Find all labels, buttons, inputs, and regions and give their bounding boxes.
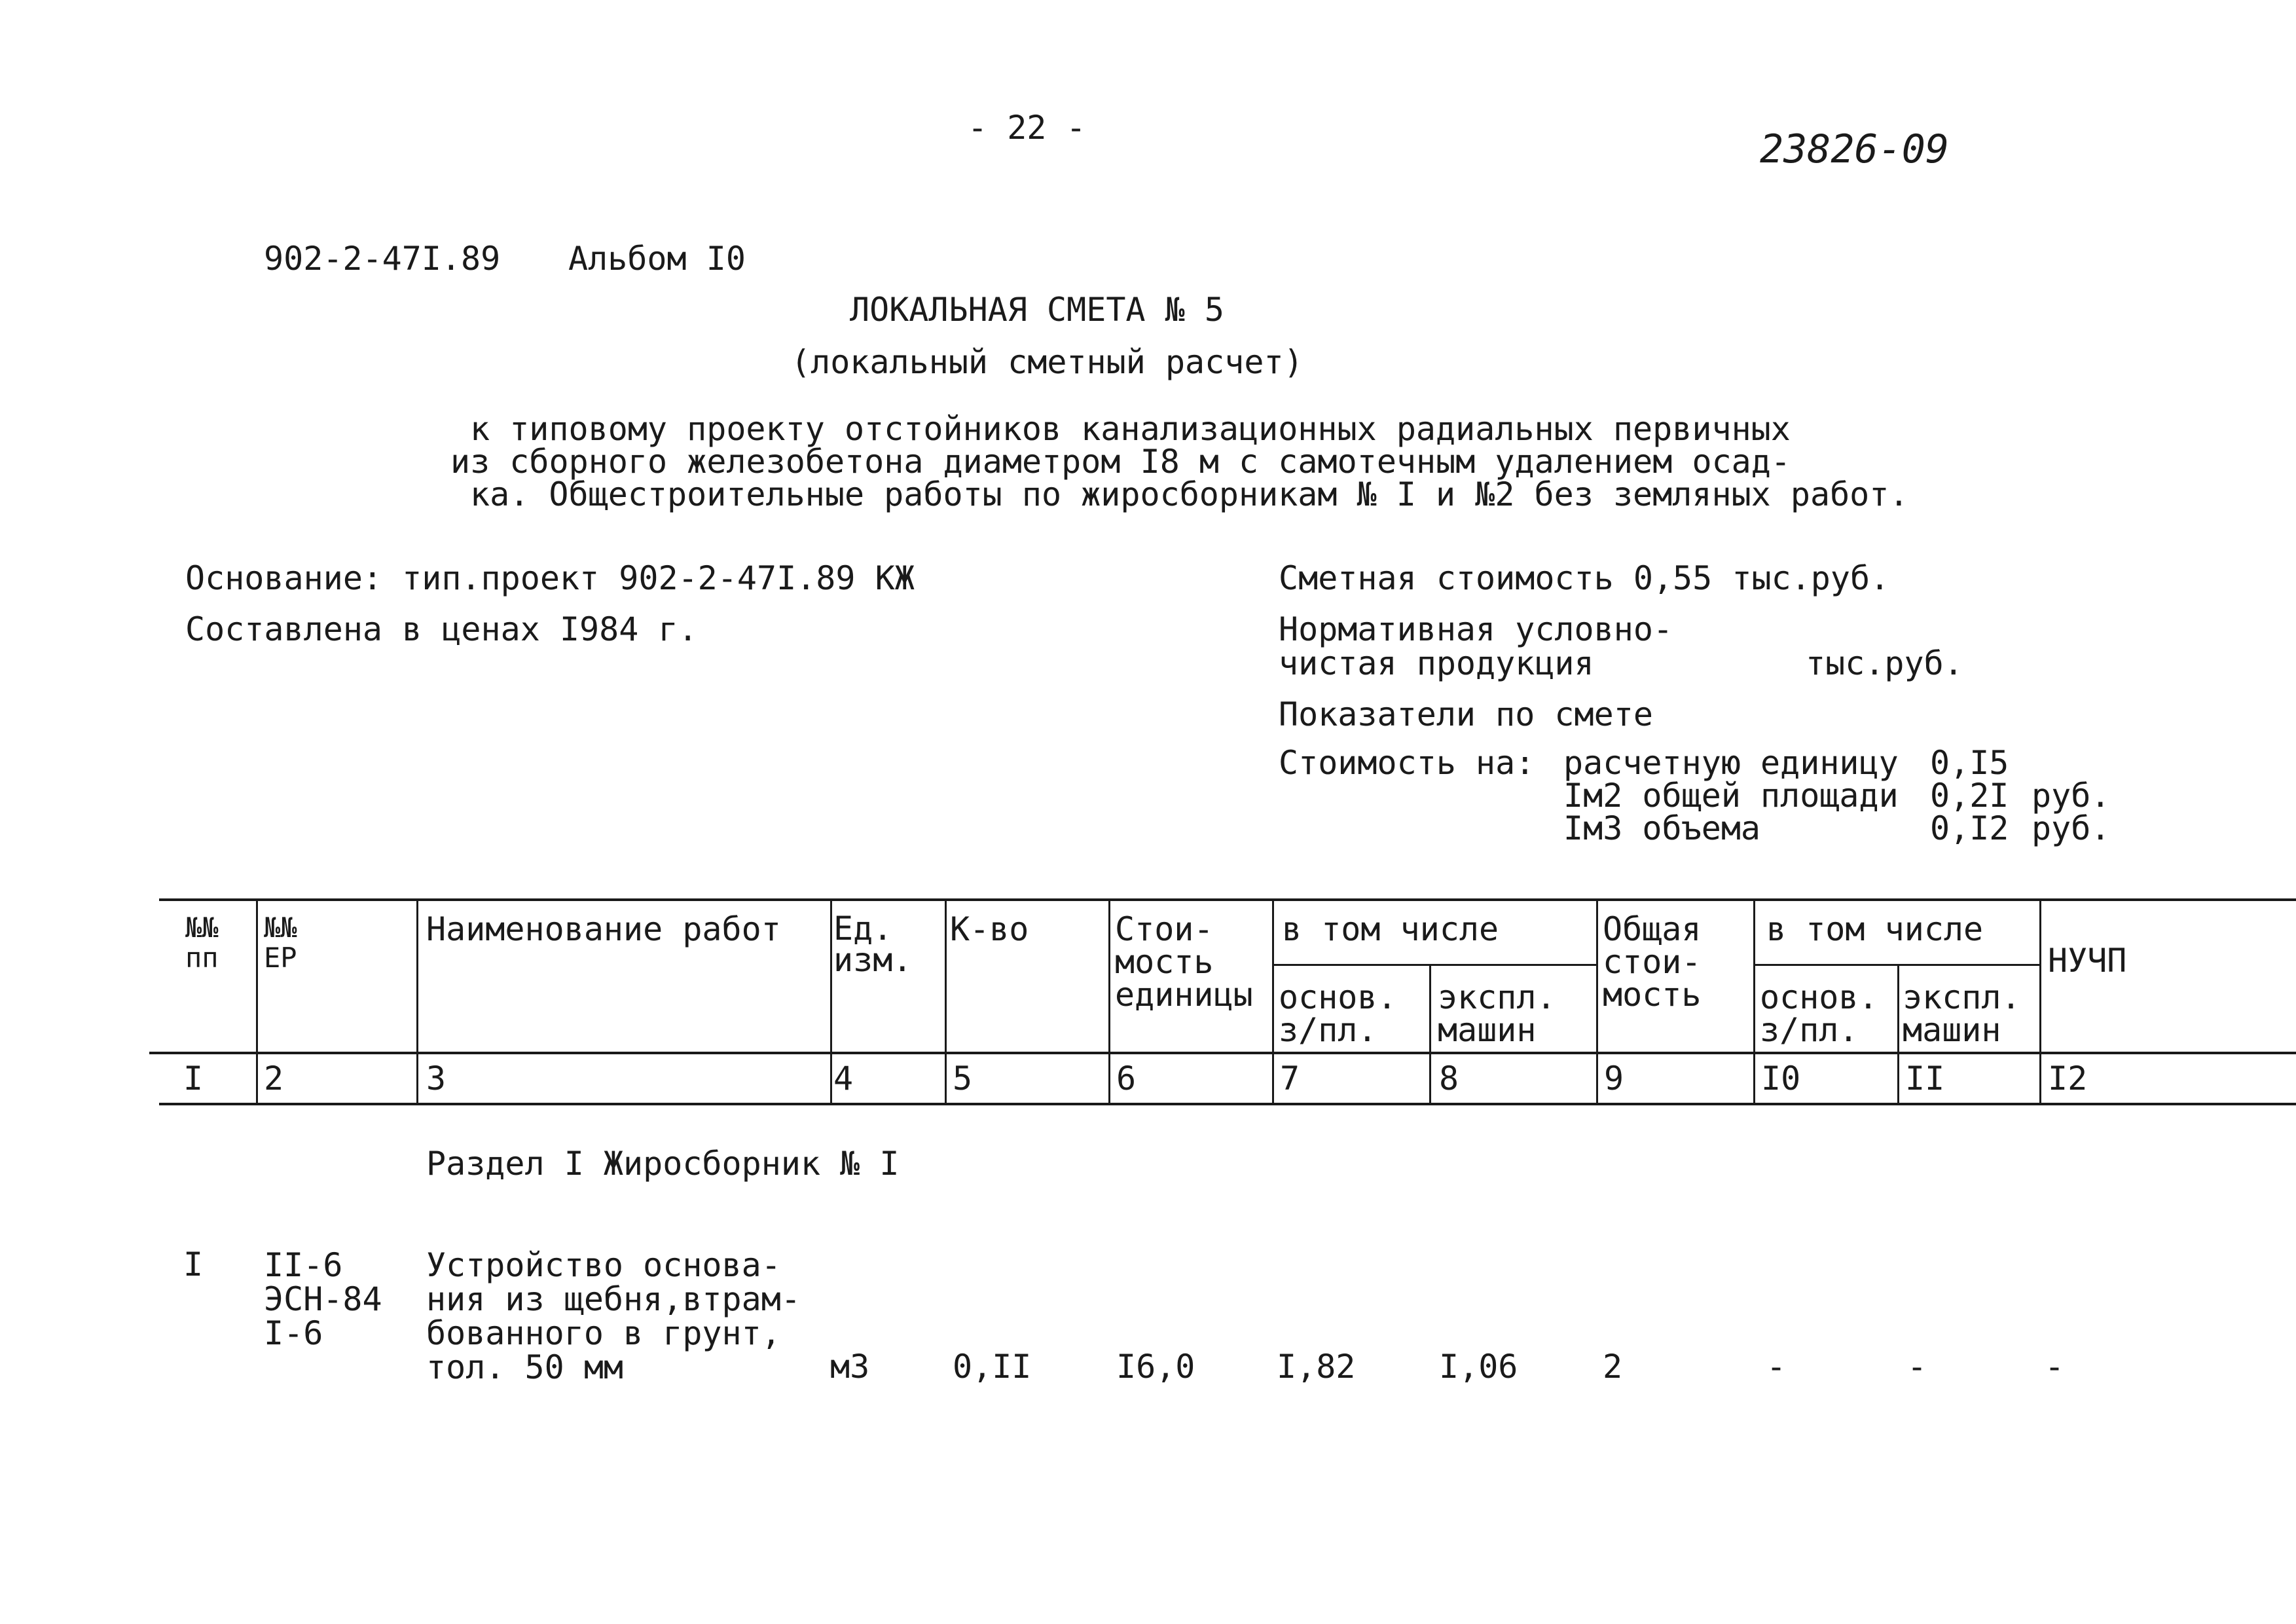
header-unit-machines: экспл. машин: [1438, 978, 1556, 1049]
estimated-cost: Сметная стоимость 0,55 тыс.руб.: [1279, 559, 1890, 597]
row-unit-cost: I6,0: [1116, 1348, 1195, 1386]
subheader-line-left: [1272, 964, 1597, 966]
col-divider: [1753, 898, 1755, 1103]
table-top-border: [159, 898, 2296, 901]
header-quantity: К-во: [950, 910, 1029, 948]
col-divider: [1596, 898, 1598, 1103]
estimate-title: ЛОКАЛЬНАЯ СМЕТА № 5: [850, 291, 1224, 329]
row-unit-wage: I,82: [1277, 1348, 1356, 1386]
description-line: к типовому проекту отстойников канализационных радиальных первичных: [470, 410, 1791, 448]
row-quantity: 0,II: [953, 1348, 1032, 1386]
header-total-wage: основ. з/пл.: [1760, 978, 1878, 1049]
column-number: 3: [426, 1060, 446, 1098]
header-nuchp: НУЧП: [2048, 942, 2127, 980]
normative-label-line1: Нормативная условно-: [1279, 610, 1673, 648]
row-work-name: Устройство основа- ния из щебня,втрам- бованного в грунт, тол. 50 мм: [426, 1246, 801, 1386]
row-unit: м3: [830, 1348, 870, 1386]
description-line: из сборного железобетона диаметром I8 м с самотечным удалением осад-: [450, 443, 1791, 481]
header-unit-cost: Стои- мость единицы: [1115, 910, 1253, 1014]
basis-line: Основание: тип.проект 902-2-47I.89 КЖ: [185, 559, 915, 597]
header-row-number: №№ пп: [185, 912, 219, 974]
col-divider: [945, 898, 947, 1103]
column-number: 9: [1604, 1060, 1624, 1098]
header-unit: Ед. изм.: [833, 910, 913, 979]
header-total-machines: экспл. машин: [1903, 978, 2021, 1049]
per-m3-value: 0,I2: [1930, 809, 2009, 847]
project-code: 902-2-47I.89: [264, 240, 501, 278]
column-number: I: [183, 1060, 204, 1098]
column-numbers-bottom-border: [159, 1103, 2296, 1105]
column-number: 7: [1280, 1060, 1300, 1098]
per-m2-label: Iм2 общей площади: [1563, 777, 1899, 815]
column-number: I2: [2048, 1060, 2088, 1098]
indicators-label: Показатели по смете: [1279, 695, 1653, 733]
col-divider: [830, 898, 832, 1103]
col-divider: [1108, 898, 1110, 1103]
col-divider: [2039, 898, 2041, 1103]
header-bottom-border: [149, 1052, 2296, 1054]
header-total-cost: Общая стои- мость: [1603, 910, 1702, 1014]
estimate-subtitle: (локальный сметный расчет): [791, 343, 1303, 381]
cost-on-label: Стоимость на:: [1279, 744, 1535, 782]
col-divider: [1897, 965, 1899, 1103]
per-unit-value: 0,I5: [1930, 744, 2009, 782]
row-er-code: II-6 ЭСН-84 I-6: [264, 1246, 382, 1352]
header-including-group-1: в том числе: [1282, 910, 1499, 948]
column-number: 8: [1439, 1060, 1459, 1098]
column-number: 6: [1116, 1060, 1137, 1098]
col-divider: [1272, 898, 1274, 1103]
header-er-number: №№ ЕР: [264, 912, 297, 974]
per-unit-label: расчетную единицу: [1563, 744, 1899, 782]
per-m3-label: Iм3 объема: [1563, 809, 1761, 847]
column-number: II: [1905, 1060, 1945, 1098]
description-line: ка. Общестроительные работы по жиросборникам № I и №2 без земляных работ.: [470, 475, 1909, 513]
header-work-name: Наименование работ: [426, 910, 781, 948]
row-total-machines: -: [1907, 1348, 1927, 1386]
page-number: - 22 -: [968, 109, 1086, 147]
col-divider: [256, 898, 258, 1103]
normative-unit: тыс.руб.: [1806, 644, 1963, 682]
column-number: I0: [1761, 1060, 1801, 1098]
column-number: 2: [264, 1060, 284, 1098]
per-m3-unit: руб.: [2032, 809, 2111, 847]
col-divider: [1429, 965, 1431, 1103]
section-title: Раздел I Жиросборник № I: [426, 1145, 900, 1183]
col-divider: [416, 898, 418, 1103]
row-number: I: [183, 1246, 204, 1283]
per-m2-unit: руб.: [2032, 777, 2111, 815]
row-nuchp: -: [2045, 1348, 2065, 1386]
prices-line: Составлена в ценах I984 г.: [185, 610, 698, 648]
column-number: 5: [953, 1060, 973, 1098]
column-number: 4: [833, 1060, 854, 1098]
row-total-cost: 2: [1603, 1348, 1623, 1386]
row-total-wage: -: [1766, 1348, 1787, 1386]
row-unit-machines: I,06: [1439, 1348, 1518, 1386]
per-m2-value: 0,2I: [1930, 777, 2009, 815]
header-unit-wage: основ. з/пл.: [1279, 978, 1397, 1049]
document-number: 23826-09: [1760, 126, 1949, 172]
header-including-group-2: в том числе: [1766, 910, 1984, 948]
album-label: Альбом I0: [568, 240, 746, 278]
normative-label-line2: чистая продукция: [1279, 644, 1594, 682]
